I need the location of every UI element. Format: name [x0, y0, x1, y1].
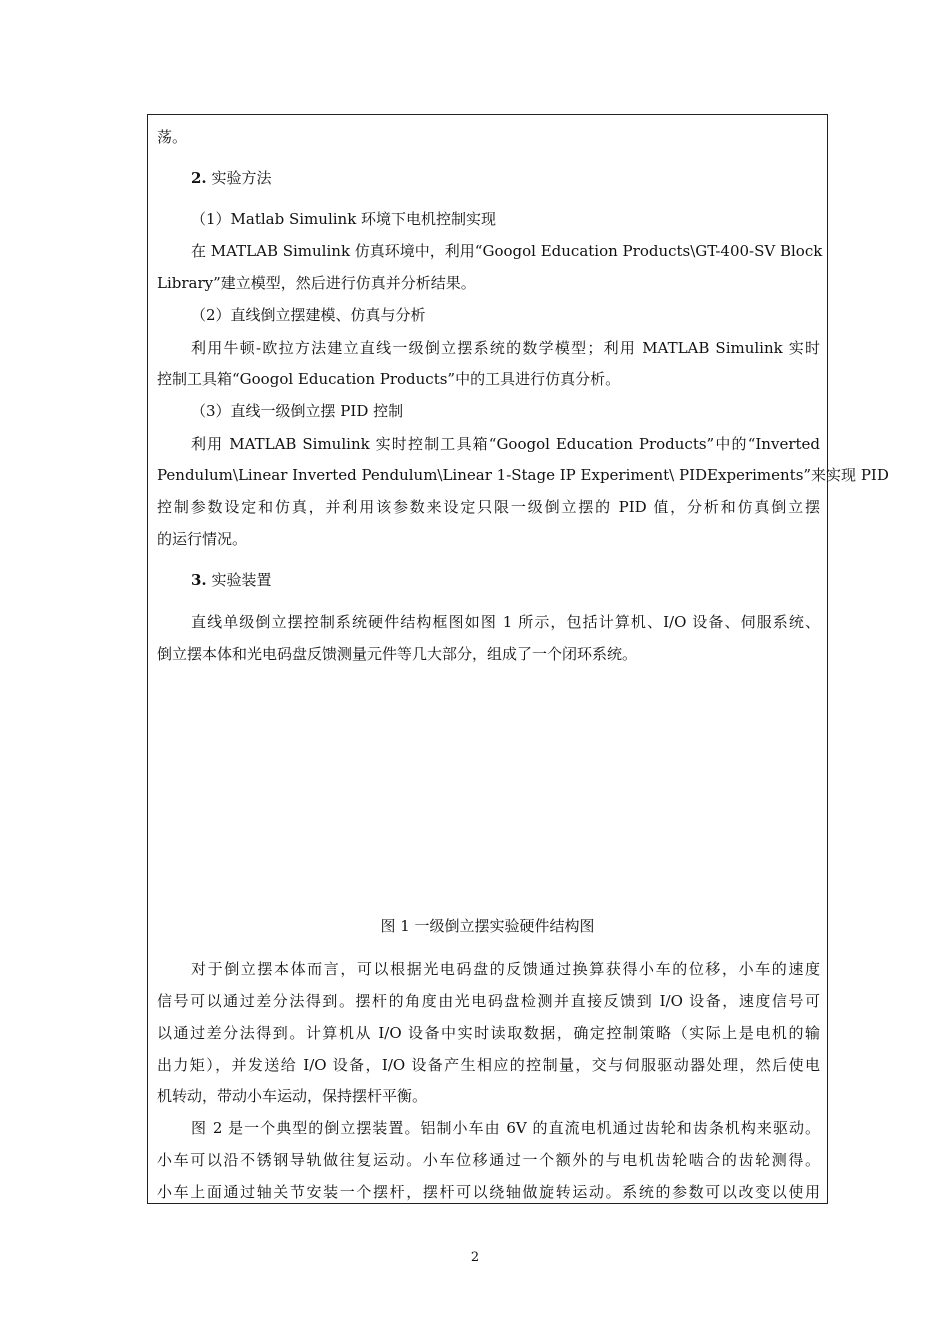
- text-line: 荡。: [157, 128, 188, 146]
- text-line: 以通过差分法得到。计算机从 I/O 设备中实时读取数据，确定控制策略（实际上是电机的输: [157, 1024, 820, 1042]
- text-line: 信号可以通过差分法得到。摆杆的角度由光电码盘检测并直接反馈到 I/O 设备，速度信号可: [157, 992, 820, 1010]
- text-line: 机转动，带动小车运动，保持摆杆平衡。: [157, 1087, 428, 1105]
- text-line: 利用 MATLAB Simulink 实时控制工具箱“Googol Education Products”中的“Inverted: [191, 435, 820, 453]
- page-number: 2: [470, 1250, 480, 1265]
- text-line: 出力矩），并发送给 I/O 设备，I/O 设备产生相应的控制量，交与伺服驱动器处理，然后使电: [157, 1056, 820, 1074]
- text-line: Library”建立模型，然后进行仿真并分析结果。: [157, 274, 476, 292]
- section-heading-method: [157, 168, 820, 188]
- text-line: 倒立摆本体和光电码盘反馈测量元件等几大部分，组成了一个闭环系统。: [157, 645, 638, 663]
- section-number: 3.: [191, 571, 207, 589]
- text-line: Pendulum\Linear Inverted Pendulum\Linear 1-Stage IP Experiment\ PIDExperiments”来实现 PID: [157, 466, 889, 484]
- text-line: 小车可以沿不锈钢导轨做往复运动。小车位移通过一个额外的与电机齿轮啮合的齿轮测得。: [157, 1151, 820, 1169]
- figure-placeholder: [160, 680, 815, 905]
- figure-caption: 图 1 一级倒立摆实验硬件结构图: [380, 917, 595, 935]
- text-line: 控制工具箱“Googol Education Products”中的工具进行仿真分析。: [157, 370, 621, 388]
- text-line: 直线单级倒立摆控制系统硬件结构框图如图 1 所示，包括计算机、I/O 设备、伺服系统、: [191, 613, 820, 631]
- section-title: 实验装置: [206, 571, 272, 589]
- text-line: 的运行情况。: [157, 530, 248, 548]
- text-line: 利用牛顿-欧拉方法建立直线一级倒立摆系统的数学模型；利用 MATLAB Simulink 实时: [191, 339, 820, 357]
- section-heading-apparatus: [157, 570, 820, 590]
- text-line: 小车上面通过轴关节安装一个摆杆，摆杆可以绕轴做旋转运动。系统的参数可以改变以使用: [157, 1183, 820, 1201]
- text-line: 控制参数设定和仿真，并利用该参数来设定只限一级倒立摆的 PID 值，分析和仿真倒立摆: [157, 498, 820, 516]
- text-line: 对于倒立摆本体而言，可以根据光电码盘的反馈通过换算获得小车的位移，小车的速度: [191, 960, 820, 978]
- section-title: 实验方法: [206, 169, 272, 187]
- section-number: 2.: [191, 169, 207, 187]
- text-line: 图 2 是一个典型的倒立摆装置。铝制小车由 6V 的直流电机通过齿轮和齿条机构来驱动。: [191, 1119, 820, 1137]
- subheading: （1）Matlab Simulink 环境下电机控制实现: [191, 210, 497, 228]
- subheading: （3）直线一级倒立摆 PID 控制: [191, 402, 404, 420]
- text-line: 在 MATLAB Simulink 仿真环境中，利用“Googol Education Products\GT-400-SV Block: [191, 242, 823, 260]
- subheading: （2）直线倒立摆建模、仿真与分析: [191, 306, 426, 324]
